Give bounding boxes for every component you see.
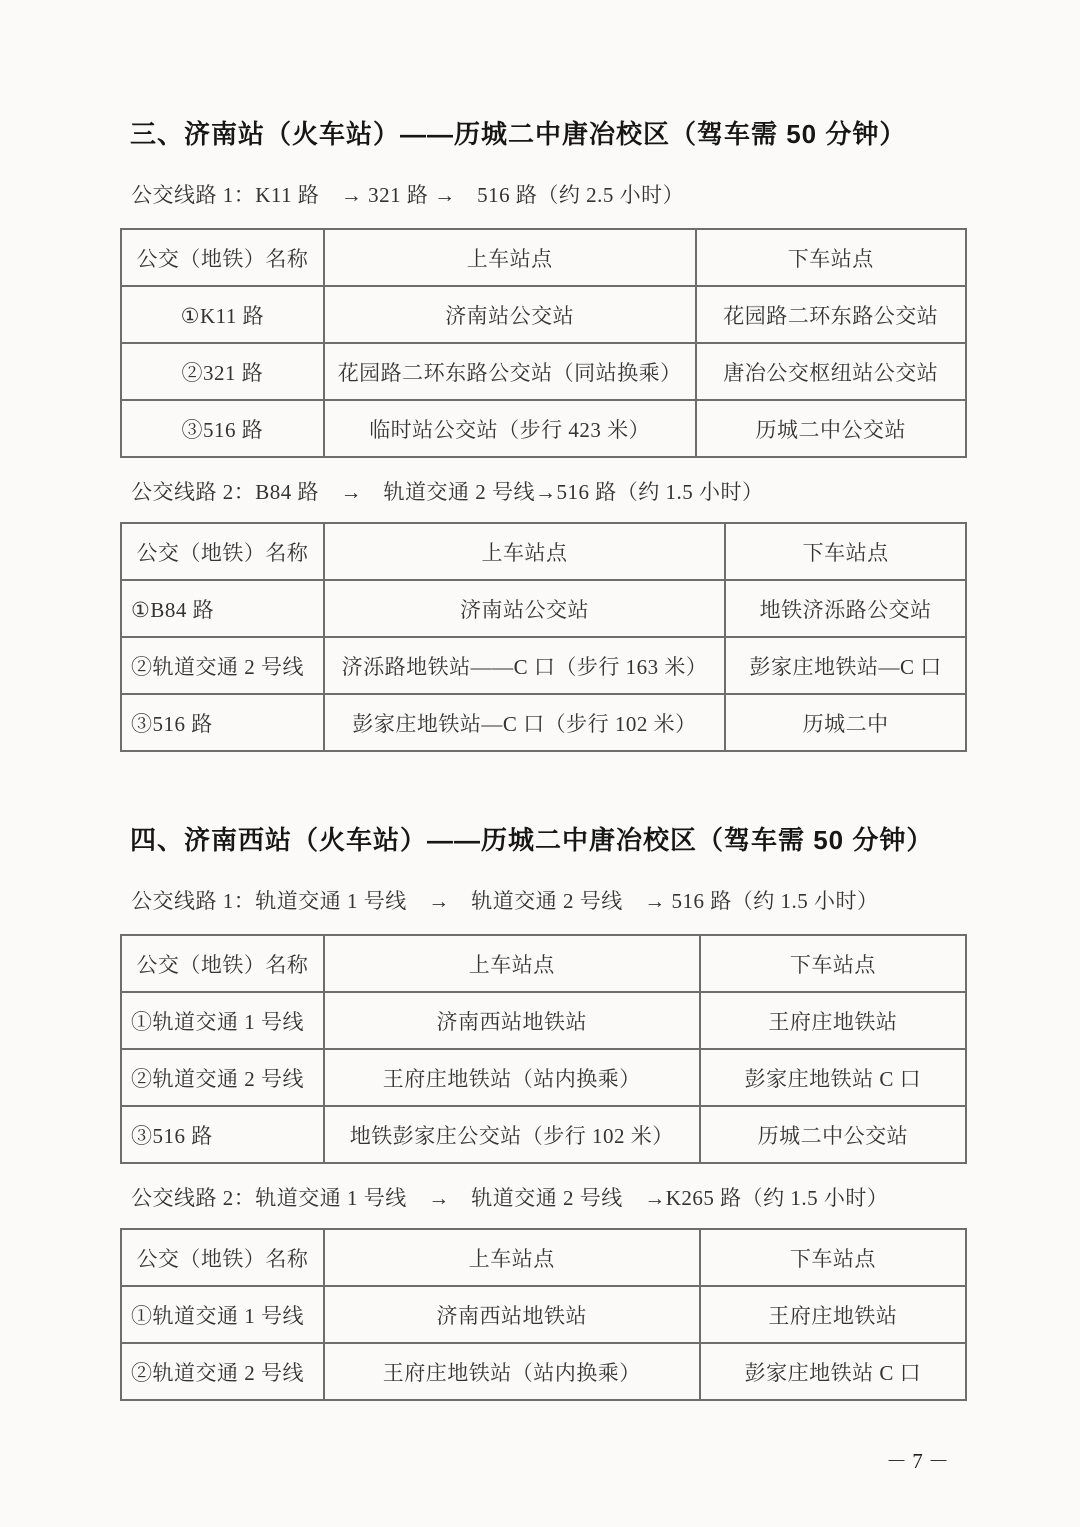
cell-board-stop: 济南站公交站 [324, 580, 725, 637]
cell-board-stop: 彭家庄地铁站—C 口（步行 102 米） [324, 694, 725, 751]
table-row [121, 343, 966, 400]
cell-line-name: ①轨道交通 1 号线 [121, 992, 324, 1049]
table-row [121, 580, 966, 637]
header-cell-board-stop: 上车站点 [324, 523, 725, 580]
header-cell-alight-stop: 下车站点 [700, 935, 966, 992]
cell-line-name: ③516 路 [121, 1106, 324, 1163]
cell-board-stop: 王府庄地铁站（站内换乘） [324, 1343, 700, 1400]
header-cell-board-stop: 上车站点 [324, 229, 696, 286]
header-cell-board-stop: 上车站点 [324, 1229, 700, 1286]
cell-line-name: ②轨道交通 2 号线 [121, 1343, 324, 1400]
table-row [121, 400, 966, 457]
header-cell-alight-stop: 下车站点 [700, 1229, 966, 1286]
table-row [121, 637, 966, 694]
cell-line-name: ③516 路 [121, 694, 324, 751]
header-cell-line-name: 公交（地铁）名称 [121, 1229, 324, 1286]
cell-board-stop: 济南西站地铁站 [324, 992, 700, 1049]
cell-alight-stop: 彭家庄地铁站 C 口 [700, 1343, 966, 1400]
cell-line-name: ①B84 路 [121, 580, 324, 637]
table-header-row [121, 229, 966, 286]
table-row [121, 1049, 966, 1106]
header-cell-line-name: 公交（地铁）名称 [121, 229, 324, 286]
cell-board-stop: 临时站公交站（步行 423 米） [324, 400, 696, 457]
cell-line-name: ①K11 路 [121, 286, 324, 343]
header-cell-line-name: 公交（地铁）名称 [121, 935, 324, 992]
table-row [121, 1286, 966, 1343]
header-cell-alight-stop: 下车站点 [696, 229, 966, 286]
cell-alight-stop: 彭家庄地铁站—C 口 [725, 637, 966, 694]
transit-table-3-1 [120, 228, 967, 458]
transit-table-4-2 [120, 1228, 967, 1401]
cell-board-stop: 济泺路地铁站——C 口（步行 163 米） [324, 637, 725, 694]
cell-alight-stop: 唐冶公交枢纽站公交站 [696, 343, 966, 400]
cell-board-stop: 济南站公交站 [324, 286, 696, 343]
header-cell-board-stop: 上车站点 [324, 935, 700, 992]
route-label-4-2: 公交线路 2：轨道交通 1 号线 → 轨道交通 2 号线 →K265 路（约 1.5 小时） [131, 1186, 889, 1210]
cell-alight-stop: 地铁济泺路公交站 [725, 580, 966, 637]
route-label-3-1: 公交线路 1：K11 路 → 321 路 → 516 路（约 2.5 小时） [131, 183, 685, 207]
cell-line-name: ①轨道交通 1 号线 [121, 1286, 324, 1343]
table-row [121, 1343, 966, 1400]
cell-line-name: ②轨道交通 2 号线 [121, 637, 324, 694]
cell-board-stop: 花园路二环东路公交站（同站换乘） [324, 343, 696, 400]
cell-alight-stop: 历城二中公交站 [696, 400, 966, 457]
table-row [121, 286, 966, 343]
table-header-row [121, 523, 966, 580]
table-row [121, 992, 966, 1049]
table-header-row [121, 1229, 966, 1286]
cell-alight-stop: 花园路二环东路公交站 [696, 286, 966, 343]
table-row [121, 694, 966, 751]
table-row [121, 1106, 966, 1163]
cell-alight-stop: 历城二中 [725, 694, 966, 751]
route-label-3-2: 公交线路 2：B84 路 → 轨道交通 2 号线→516 路（约 1.5 小时） [131, 480, 764, 504]
page-number: － 7 － [886, 1449, 949, 1473]
section-heading-4: 四、济南西站（火车站）——历城二中唐冶校区（驾车需 50 分钟） [130, 825, 934, 855]
cell-alight-stop: 王府庄地铁站 [700, 992, 966, 1049]
cell-board-stop: 王府庄地铁站（站内换乘） [324, 1049, 700, 1106]
table-header-row [121, 935, 966, 992]
transit-table-4-1 [120, 934, 967, 1164]
route-label-4-1: 公交线路 1：轨道交通 1 号线 → 轨道交通 2 号线 → 516 路（约 1.5 小时） [131, 889, 879, 913]
cell-alight-stop: 历城二中公交站 [700, 1106, 966, 1163]
cell-alight-stop: 王府庄地铁站 [700, 1286, 966, 1343]
cell-alight-stop: 彭家庄地铁站 C 口 [700, 1049, 966, 1106]
cell-line-name: ②轨道交通 2 号线 [121, 1049, 324, 1106]
transit-table-3-2 [120, 522, 967, 752]
section-heading-3: 三、济南站（火车站）——历城二中唐冶校区（驾车需 50 分钟） [130, 119, 907, 149]
cell-line-name: ③516 路 [121, 400, 324, 457]
cell-board-stop: 济南西站地铁站 [324, 1286, 700, 1343]
cell-line-name: ②321 路 [121, 343, 324, 400]
header-cell-line-name: 公交（地铁）名称 [121, 523, 324, 580]
header-cell-alight-stop: 下车站点 [725, 523, 966, 580]
cell-board-stop: 地铁彭家庄公交站（步行 102 米） [324, 1106, 700, 1163]
